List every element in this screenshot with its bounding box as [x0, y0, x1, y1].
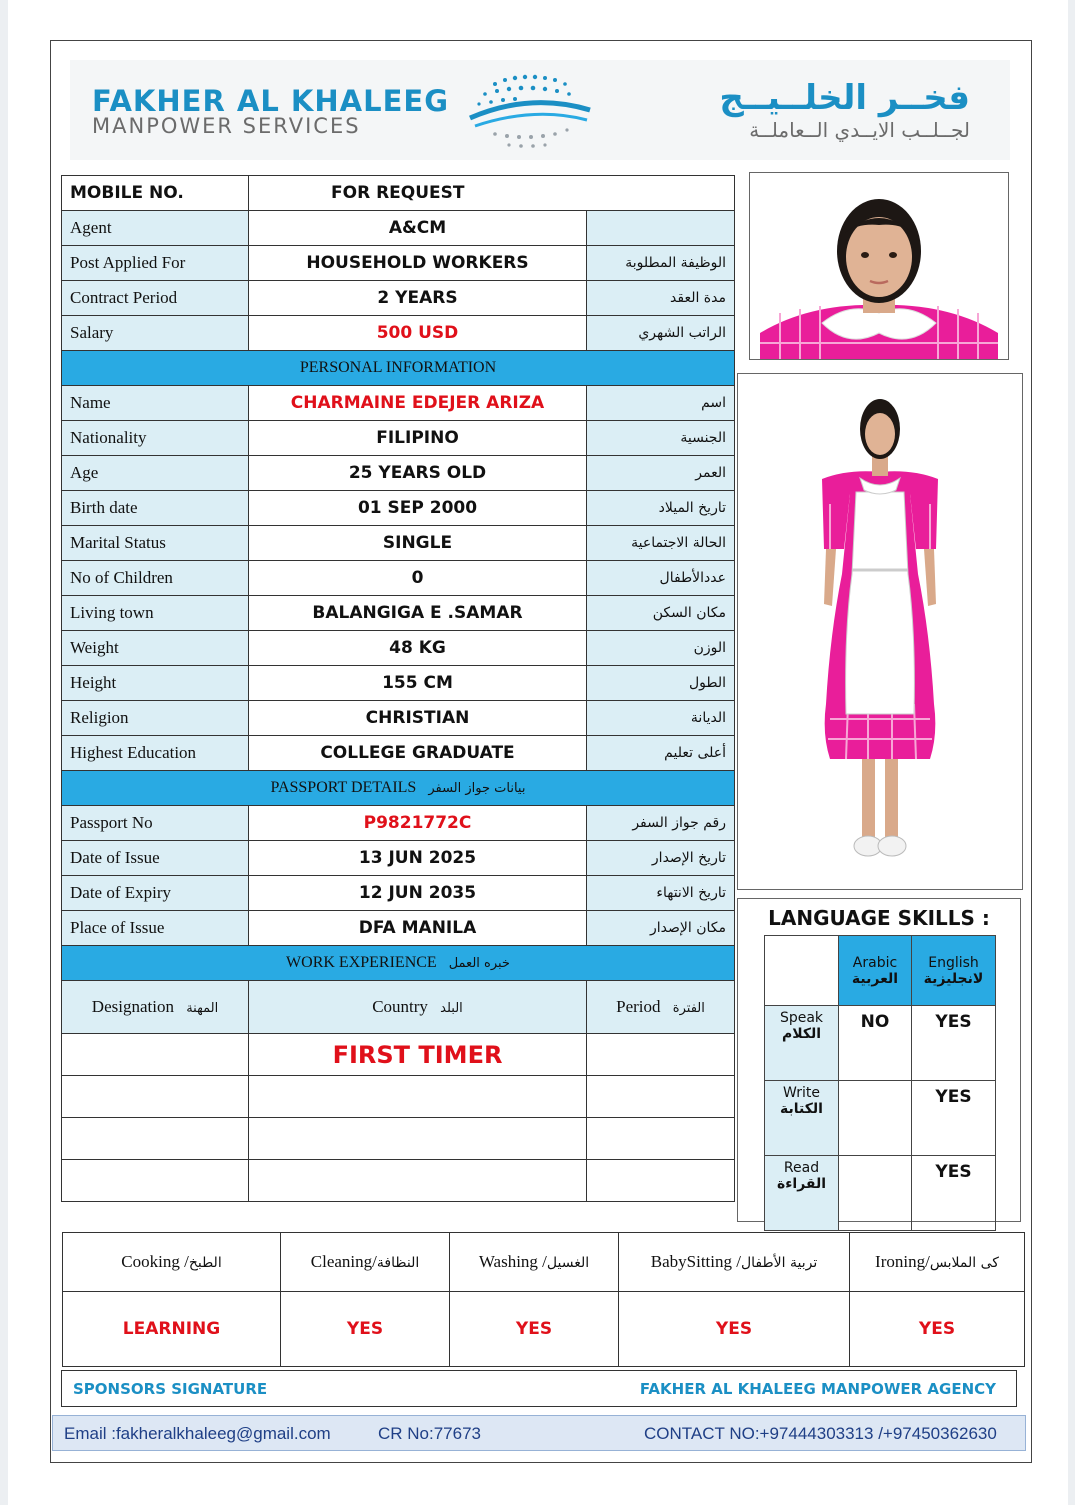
detail-row-height	[62, 666, 735, 701]
language-value-english: YES	[912, 1081, 996, 1156]
details-table	[61, 175, 735, 1202]
detail-label-ar	[587, 211, 735, 246]
detail-label-ar: الراتب الشهري	[587, 316, 735, 351]
row-label-en: Write	[783, 1085, 820, 1101]
skill-name: Washing /	[478, 1252, 547, 1271]
col-country-ar: البلد	[440, 1001, 463, 1016]
brand-name-en: FAKHER AL KHALEEG	[92, 84, 450, 118]
footer-email: Email :fakheralkhaleeg@gmail.com	[64, 1424, 331, 1443]
section-title-passport	[62, 771, 735, 806]
language-header-row	[765, 936, 996, 1006]
skill-name-ar: النظافة	[376, 1255, 420, 1271]
detail-value: 25 YEARS OLD	[249, 456, 587, 491]
section-personal	[62, 351, 735, 386]
work-column-headers	[62, 981, 735, 1034]
skills-value-row	[63, 1292, 1025, 1367]
detail-row-issue-date	[62, 841, 735, 876]
skill-cooking	[63, 1233, 281, 1292]
skill-name-ar: کی الملابس	[929, 1255, 999, 1271]
detail-row-weight	[62, 631, 735, 666]
detail-label: Religion	[62, 701, 249, 736]
detail-row-birthdate	[62, 491, 735, 526]
detail-value: COLLEGE GRADUATE	[249, 736, 587, 771]
language-value-arabic	[839, 1081, 912, 1156]
detail-label: Date of Expiry	[62, 876, 249, 911]
detail-label: Highest Education	[62, 736, 249, 771]
skill-value: YES	[281, 1292, 450, 1367]
detail-value: 0	[249, 561, 587, 596]
language-value-english: YES	[912, 1006, 996, 1081]
detail-label: Place of Issue	[62, 911, 249, 946]
arabic-ar: العربية	[851, 970, 899, 987]
language-value-arabic: NO	[839, 1006, 912, 1081]
detail-label: Contract Period	[62, 281, 249, 316]
detail-label: Weight	[62, 631, 249, 666]
work-cell	[249, 1034, 587, 1076]
work-cell	[587, 1034, 735, 1076]
detail-label-ar: الطول	[587, 666, 735, 701]
detail-label-ar: عددالأطفال	[587, 561, 735, 596]
detail-value: 500 USD	[249, 316, 587, 351]
footer-contact: CONTACT NO:+97444303313 /+97450362630	[644, 1424, 997, 1443]
detail-label: Passport No	[62, 806, 249, 841]
page-edge-right	[1068, 0, 1075, 1505]
passport-title-en: PASSPORT DETAILS	[270, 779, 417, 796]
detail-row-education	[62, 736, 735, 771]
work-cell	[249, 1118, 587, 1160]
detail-value: 48 KG	[249, 631, 587, 666]
agency-signature-label: FAKHER AL KHALEEG MANPOWER AGENCY	[639, 1380, 996, 1398]
detail-row-nationality	[62, 421, 735, 456]
detail-value: 155 CM	[249, 666, 587, 701]
detail-value: A&CM	[249, 211, 587, 246]
first-timer-note: FIRST TIMER	[332, 1040, 503, 1069]
language-row-read	[765, 1156, 996, 1231]
col-designation-ar: المهنة	[186, 1001, 219, 1016]
language-corner	[765, 936, 839, 1006]
detail-label: Age	[62, 456, 249, 491]
detail-value: SINGLE	[249, 526, 587, 561]
language-col-arabic	[839, 936, 912, 1006]
detail-label-ar: الوظيفة المطلوبة	[587, 246, 735, 281]
skill-name-ar: الطبخ	[188, 1255, 222, 1271]
row-label-ar: الكتابة	[780, 1101, 823, 1117]
full-body-photo	[737, 373, 1023, 890]
skill-name: BabySitting /	[650, 1252, 741, 1271]
detail-value: CHARMAINE EDEJER ARIZA	[249, 386, 587, 421]
language-row-label	[765, 1081, 839, 1156]
skills-header-row	[63, 1233, 1025, 1292]
col-designation-en: Designation	[91, 997, 174, 1016]
skill-name-ar: الغسيل	[546, 1255, 590, 1271]
work-row	[62, 1118, 735, 1160]
language-row-speak	[765, 1006, 996, 1081]
detail-row-expiry-date	[62, 876, 735, 911]
detail-value: CHRISTIAN	[249, 701, 587, 736]
english-en: English	[928, 954, 979, 971]
work-cell	[62, 1076, 249, 1118]
detail-row-town	[62, 596, 735, 631]
detail-label-ar: الوزن	[587, 631, 735, 666]
work-title-ar: خبره العمل	[448, 956, 510, 971]
detail-label-ar: رقم جواز السفر	[587, 806, 735, 841]
work-row	[62, 1160, 735, 1202]
footer-cr-number: CR No:77673	[378, 1424, 482, 1443]
detail-label: Agent	[62, 211, 249, 246]
detail-label-ar: الحالة الاجتماعية	[587, 526, 735, 561]
skill-washing	[450, 1233, 619, 1292]
language-row-label	[765, 1156, 839, 1231]
skill-ironing	[850, 1233, 1025, 1292]
work-row	[62, 1076, 735, 1118]
detail-value: DFA MANILA	[249, 911, 587, 946]
detail-value: 2 YEARS	[249, 281, 587, 316]
skill-value: YES	[850, 1292, 1025, 1367]
mobile-label: MOBILE NO.	[62, 176, 249, 211]
section-title-personal: PERSONAL INFORMATION	[62, 351, 735, 386]
detail-row-agent	[62, 211, 735, 246]
section-passport	[62, 771, 735, 806]
col-country	[249, 981, 587, 1034]
language-row-label	[765, 1006, 839, 1081]
language-skills-title: LANGUAGE SKILLS :	[768, 906, 990, 930]
sponsor-signature-label: SPONSORS SIGNATURE	[73, 1380, 268, 1398]
work-cell	[62, 1118, 249, 1160]
col-designation	[62, 981, 249, 1034]
detail-row-contract	[62, 281, 735, 316]
language-skills-table	[764, 935, 996, 1231]
skill-name: Ironing/	[875, 1252, 930, 1271]
detail-label-ar: مكان السكن	[587, 596, 735, 631]
work-row	[62, 1034, 735, 1076]
detail-row-passport-no	[62, 806, 735, 841]
brand-subtitle-en: MANPOWER SERVICES	[92, 114, 361, 138]
work-cell	[587, 1076, 735, 1118]
portrait-photo	[749, 172, 1009, 360]
detail-label-ar: مدة العقد	[587, 281, 735, 316]
row-label-ar: القراءة	[776, 1176, 827, 1192]
skill-name: Cleaning/	[310, 1252, 377, 1271]
detail-row-religion	[62, 701, 735, 736]
skills-table	[62, 1232, 1025, 1367]
english-ar: لانجليزية	[923, 970, 984, 987]
detail-label-ar: الديانة	[587, 701, 735, 736]
language-row-write	[765, 1081, 996, 1156]
section-work	[62, 946, 735, 981]
detail-value: FILIPINO	[249, 421, 587, 456]
detail-label-ar: أعلى تعليم	[587, 736, 735, 771]
detail-value: BALANGIGA E .SAMAR	[249, 596, 587, 631]
detail-label: Nationality	[62, 421, 249, 456]
work-cell	[249, 1160, 587, 1202]
detail-label: Birth date	[62, 491, 249, 526]
mobile-row	[62, 176, 735, 211]
detail-label: Marital Status	[62, 526, 249, 561]
work-cell	[249, 1076, 587, 1118]
language-value-arabic	[839, 1156, 912, 1231]
detail-row-name	[62, 386, 735, 421]
skill-babysitting	[619, 1233, 850, 1292]
col-period-en: Period	[616, 997, 661, 1016]
globe-logo-icon	[465, 70, 595, 150]
detail-row-salary	[62, 316, 735, 351]
detail-label: Living town	[62, 596, 249, 631]
mobile-value: FOR REQUEST	[249, 176, 735, 211]
detail-label: Date of Issue	[62, 841, 249, 876]
work-cell	[587, 1118, 735, 1160]
detail-label-ar: تاريخ الانتهاء	[587, 876, 735, 911]
passport-title-ar: بيانات جواز السفر	[428, 781, 526, 796]
detail-label-ar: تاريخ الإصدار	[587, 841, 735, 876]
skill-value: YES	[450, 1292, 619, 1367]
row-label-en: Read	[783, 1160, 820, 1176]
work-cell	[587, 1160, 735, 1202]
detail-value: 13 JUN 2025	[249, 841, 587, 876]
skill-cleaning	[281, 1233, 450, 1292]
detail-label-ar: مكان الإصدار	[587, 911, 735, 946]
skill-value: YES	[619, 1292, 850, 1367]
detail-value: P9821772C	[249, 806, 587, 841]
detail-label: Name	[62, 386, 249, 421]
detail-label: Height	[62, 666, 249, 701]
skill-name-ar: تربية الأطفال	[740, 1255, 818, 1271]
detail-value: HOUSEHOLD WORKERS	[249, 246, 587, 281]
detail-value: 12 JUN 2035	[249, 876, 587, 911]
arabic-en: Arabic	[852, 954, 898, 971]
work-cell	[62, 1160, 249, 1202]
detail-value: 01 SEP 2000	[249, 491, 587, 526]
detail-row-age	[62, 456, 735, 491]
detail-label: No of Children	[62, 561, 249, 596]
section-title-work	[62, 946, 735, 981]
detail-label: Salary	[62, 316, 249, 351]
page-edge-left	[0, 0, 8, 1505]
work-title-en: WORK EXPERIENCE	[286, 954, 437, 971]
brand-subtitle-ar: لجــلــب الايــدي الــعاملــة	[749, 118, 970, 142]
col-country-en: Country	[372, 997, 428, 1016]
language-value-english: YES	[912, 1156, 996, 1231]
brand-name-ar: فخــر الخلــيــج	[719, 78, 970, 118]
detail-label: Post Applied For	[62, 246, 249, 281]
col-period	[587, 981, 735, 1034]
detail-row-marital	[62, 526, 735, 561]
row-label-ar: الكلام	[781, 1026, 822, 1042]
col-period-ar: الفترة	[672, 1001, 705, 1016]
detail-label-ar: اسم	[587, 386, 735, 421]
skill-name: Cooking /	[121, 1252, 189, 1271]
work-cell	[62, 1034, 249, 1076]
detail-label-ar: العمر	[587, 456, 735, 491]
detail-row-issue-place	[62, 911, 735, 946]
detail-row-post	[62, 246, 735, 281]
detail-label-ar: الجنسية	[587, 421, 735, 456]
detail-row-children	[62, 561, 735, 596]
skill-value: LEARNING	[63, 1292, 281, 1367]
detail-label-ar: تاريخ الميلاد	[587, 491, 735, 526]
row-label-en: Speak	[779, 1010, 824, 1026]
language-col-english	[912, 936, 996, 1006]
